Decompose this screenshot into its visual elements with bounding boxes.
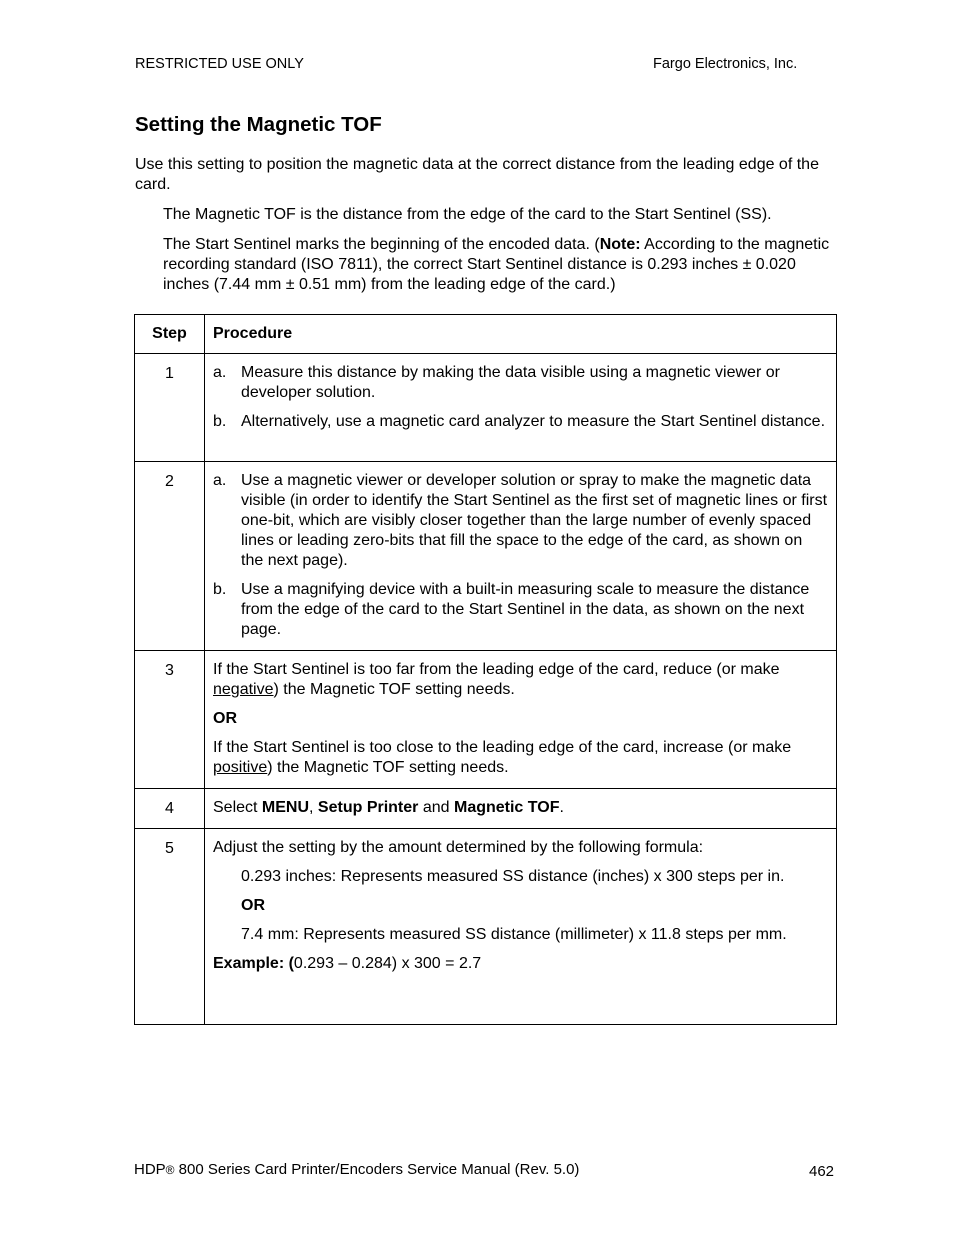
note-label: Note:	[599, 236, 641, 253]
table-row	[135, 354, 837, 462]
text-fragment: and	[418, 799, 454, 816]
formula-mm: 7.4 mm: Represents measured SS distance (millimeter) x 11.8 steps per mm.	[241, 926, 787, 943]
start-sentinel-note	[163, 235, 843, 295]
list-item	[213, 363, 828, 403]
or-text: OR	[241, 897, 265, 914]
example-label: Example: (	[213, 955, 294, 972]
or-label	[241, 896, 828, 916]
footer-text: 800 Series Card Printer/Encoders Service Manual (Rev. 5.0)	[174, 1161, 580, 1178]
step-procedure	[205, 462, 837, 651]
list-marker: a.	[213, 364, 227, 381]
step-procedure	[205, 789, 837, 829]
step-number: 4	[135, 789, 205, 829]
text-fragment: ) the Magnetic TOF setting needs.	[267, 759, 509, 776]
step-number: 1	[135, 354, 205, 462]
list-marker: b.	[213, 413, 227, 430]
list-marker: b.	[213, 581, 227, 598]
magnetic-tof-term: Magnetic TOF	[453, 799, 560, 816]
step-procedure	[205, 354, 837, 462]
example-value: 0.293 – 0.284) x 300 = 2.7	[293, 955, 482, 972]
example-line	[213, 954, 828, 974]
page-number: 462	[809, 1163, 835, 1180]
header-left: RESTRICTED USE ONLY	[135, 56, 304, 72]
note-post: According to the magnetic recording standard (ISO 7811), the correct Start Sentinel distance is 0.293 inches ± 0.020 inches (7.44 mm ± 0.51 mm) from the leading edge of the card.)	[163, 236, 830, 293]
footer-text: HDP	[134, 1161, 166, 1178]
text-fragment: .	[559, 799, 564, 816]
list-item	[213, 412, 828, 432]
table-row	[135, 829, 837, 1025]
step-number: 3	[135, 651, 205, 789]
list-text: Measure this distance by making the data visible using a magnetic viewer or developer solution.	[241, 364, 780, 401]
list-item	[213, 471, 828, 571]
text-fragment: Select	[213, 799, 262, 816]
step-procedure	[205, 829, 837, 1025]
step-procedure	[205, 651, 837, 789]
menu-term: MENU	[261, 799, 310, 816]
intro-paragraph: Use this setting to position the magnetic data at the correct distance from the leading edge of the card.	[135, 156, 819, 193]
too-close-text	[213, 738, 828, 778]
header-procedure: Procedure	[205, 315, 837, 354]
list-item	[213, 580, 828, 640]
text-fragment: If the Start Sentinel is too far from the leading edge of the card, reduce (or make	[213, 661, 780, 678]
text-fragment: If the Start Sentinel is too close to the leading edge of the card, increase (or make	[213, 739, 792, 756]
step-number: 5	[135, 829, 205, 1025]
list-marker: a.	[213, 472, 227, 489]
table-row	[135, 651, 837, 789]
header-right: Fargo Electronics, Inc.	[653, 56, 798, 72]
footer-manual-title	[134, 1161, 579, 1178]
page-title: Setting the Magnetic TOF	[135, 113, 382, 136]
list-text: Alternatively, use a magnetic card analyzer to measure the Start Sentinel distance.	[241, 413, 826, 430]
list-text: Use a magnetic viewer or developer solution or spray to make the magnetic data visible (in order to identify the Start Sentinel as the first set of magnetic lines or first one-bit, which are visibly closer together than the large number of evenly spaced lines or leading zero-bits that fill the space to the edge of the card, as shown on the next page).	[241, 472, 828, 569]
positive-term: positive	[213, 759, 268, 776]
setup-printer-term: Setup Printer	[317, 799, 419, 816]
formula-inches: 0.293 inches: Represents measured SS distance (inches) x 300 steps per in.	[241, 868, 785, 885]
table-header-row	[135, 315, 837, 354]
formula-intro: Adjust the setting by the amount determined by the following formula:	[213, 839, 704, 856]
step-number: 2	[135, 462, 205, 651]
note-pre: The Start Sentinel marks the beginning of the encoded data. (	[163, 236, 600, 253]
or-label	[213, 709, 828, 729]
list-text: Use a magnifying device with a built-in measuring scale to measure the distance from the edge of the card to the Start Sentinel in the data, as shown on the next page.	[241, 581, 810, 638]
too-far-text	[213, 660, 828, 700]
registered-mark: ®	[165, 1163, 175, 1177]
procedure-table	[134, 314, 837, 1025]
or-text: OR	[213, 710, 237, 727]
text-fragment: ,	[309, 799, 318, 816]
negative-term: negative	[213, 681, 274, 698]
table-row	[135, 789, 837, 829]
text-fragment: ) the Magnetic TOF setting needs.	[273, 681, 515, 698]
header-step: Step	[135, 315, 205, 354]
tof-definition: The Magnetic TOF is the distance from the edge of the card to the Start Sentinel (SS).	[163, 206, 772, 223]
table-row	[135, 462, 837, 651]
